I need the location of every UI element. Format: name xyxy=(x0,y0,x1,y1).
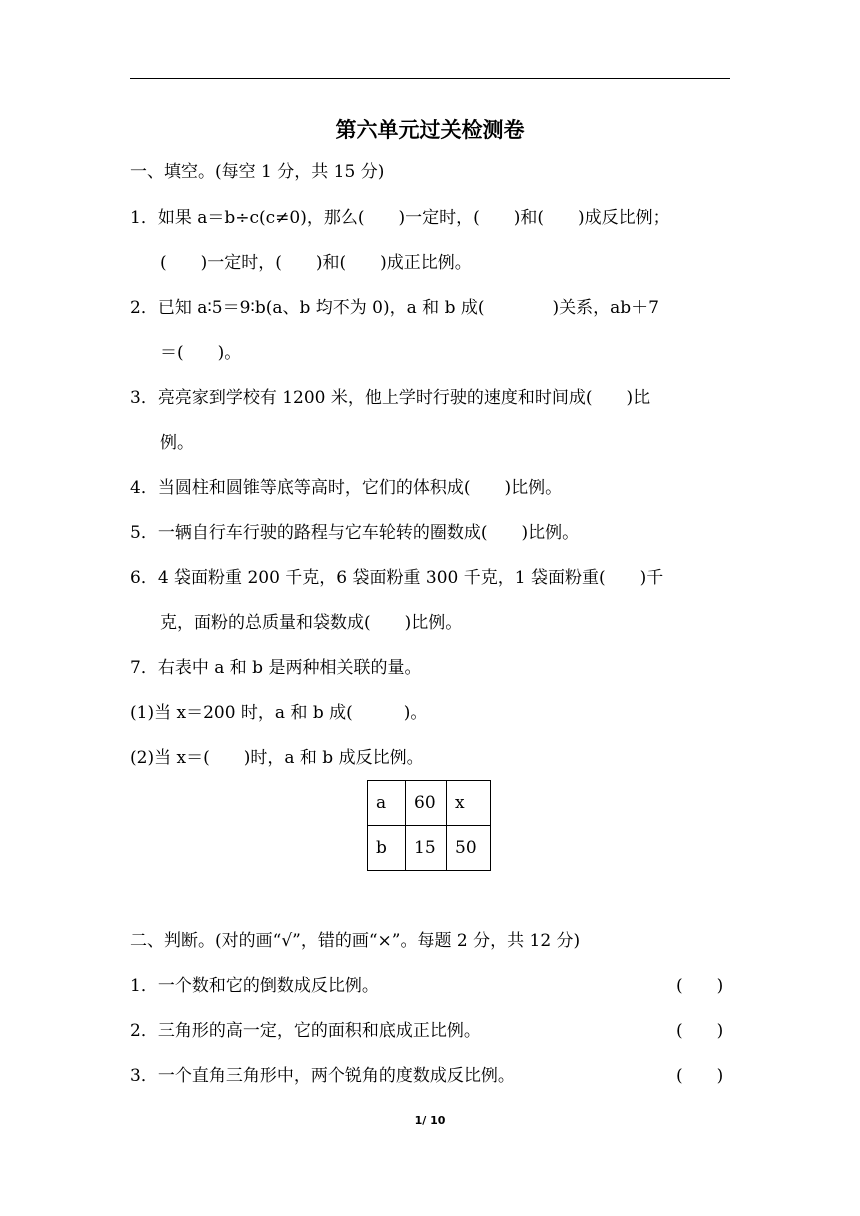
judge-item-1: 1．一个数和它的倒数成反比例。 xyxy=(130,976,379,996)
table-cell: 15 xyxy=(406,826,447,871)
question-4: 4．当圆柱和圆锥等底等高时，它们的体积成( )比例。 xyxy=(130,478,563,498)
answer-blank-2: ( ) xyxy=(676,1021,724,1041)
table-row xyxy=(368,781,491,826)
question-6-line-1: 6．4 袋面粉重 200 千克，6 袋面粉重 300 千克，1 袋面粉重( )千 xyxy=(130,568,664,588)
question-7: 7．右表中 a 和 b 是两种相关联的量。 xyxy=(130,658,422,678)
answer-blank-3: ( ) xyxy=(676,1066,724,1086)
question-3-line-1: 3．亮亮家到学校有 1200 米，他上学时行驶的速度和时间成( )比 xyxy=(130,388,651,408)
question-5: 5．一辆自行车行驶的路程与它车轮转的圈数成( )比例。 xyxy=(130,523,580,543)
page-number: 1/ 10 xyxy=(414,1114,446,1127)
table-cell: 60 xyxy=(406,781,447,826)
page-title: 第六单元过关检测卷 xyxy=(335,118,525,142)
question-6-line-2: 克，面粉的总质量和袋数成( )比例。 xyxy=(160,613,463,633)
table-cell: b xyxy=(368,826,406,871)
question-1-line-1: 1．如果 a＝b÷c(c≠0)，那么( )一定时，( )和( )成反比例； xyxy=(130,208,670,228)
question-7-part-2: (2)当 x＝( )时，a 和 b 成反比例。 xyxy=(130,748,424,768)
question-2-line-2: ＝( )。 xyxy=(160,343,242,363)
ab-table xyxy=(367,780,491,871)
table-cell: a xyxy=(368,781,406,826)
question-2-line-1: 2．已知 a∶5＝9∶b(a、b 均不为 0)，a 和 b 成( )关系，ab＋7 xyxy=(130,298,659,318)
question-7-part-1: (1)当 x＝200 时，a 和 b 成( )。 xyxy=(130,703,428,723)
section2-heading: 二、判断。(对的画“√”，错的画“×”。每题 2 分，共 12 分) xyxy=(130,931,581,951)
table-cell: x xyxy=(447,781,491,826)
header-rule xyxy=(130,78,730,79)
table-cell: 50 xyxy=(447,826,491,871)
judge-item-3: 3．一个直角三角形中，两个锐角的度数成反比例。 xyxy=(130,1066,515,1086)
table-row xyxy=(368,826,491,871)
judge-item-2: 2．三角形的高一定，它的面积和底成正比例。 xyxy=(130,1021,481,1041)
answer-blank-1: ( ) xyxy=(676,976,724,996)
section1-heading: 一、填空。(每空 1 分，共 15 分) xyxy=(130,162,385,182)
question-1-line-2: ( )一定时，( )和( )成正比例。 xyxy=(160,253,472,273)
question-3-line-2: 例。 xyxy=(160,433,194,453)
